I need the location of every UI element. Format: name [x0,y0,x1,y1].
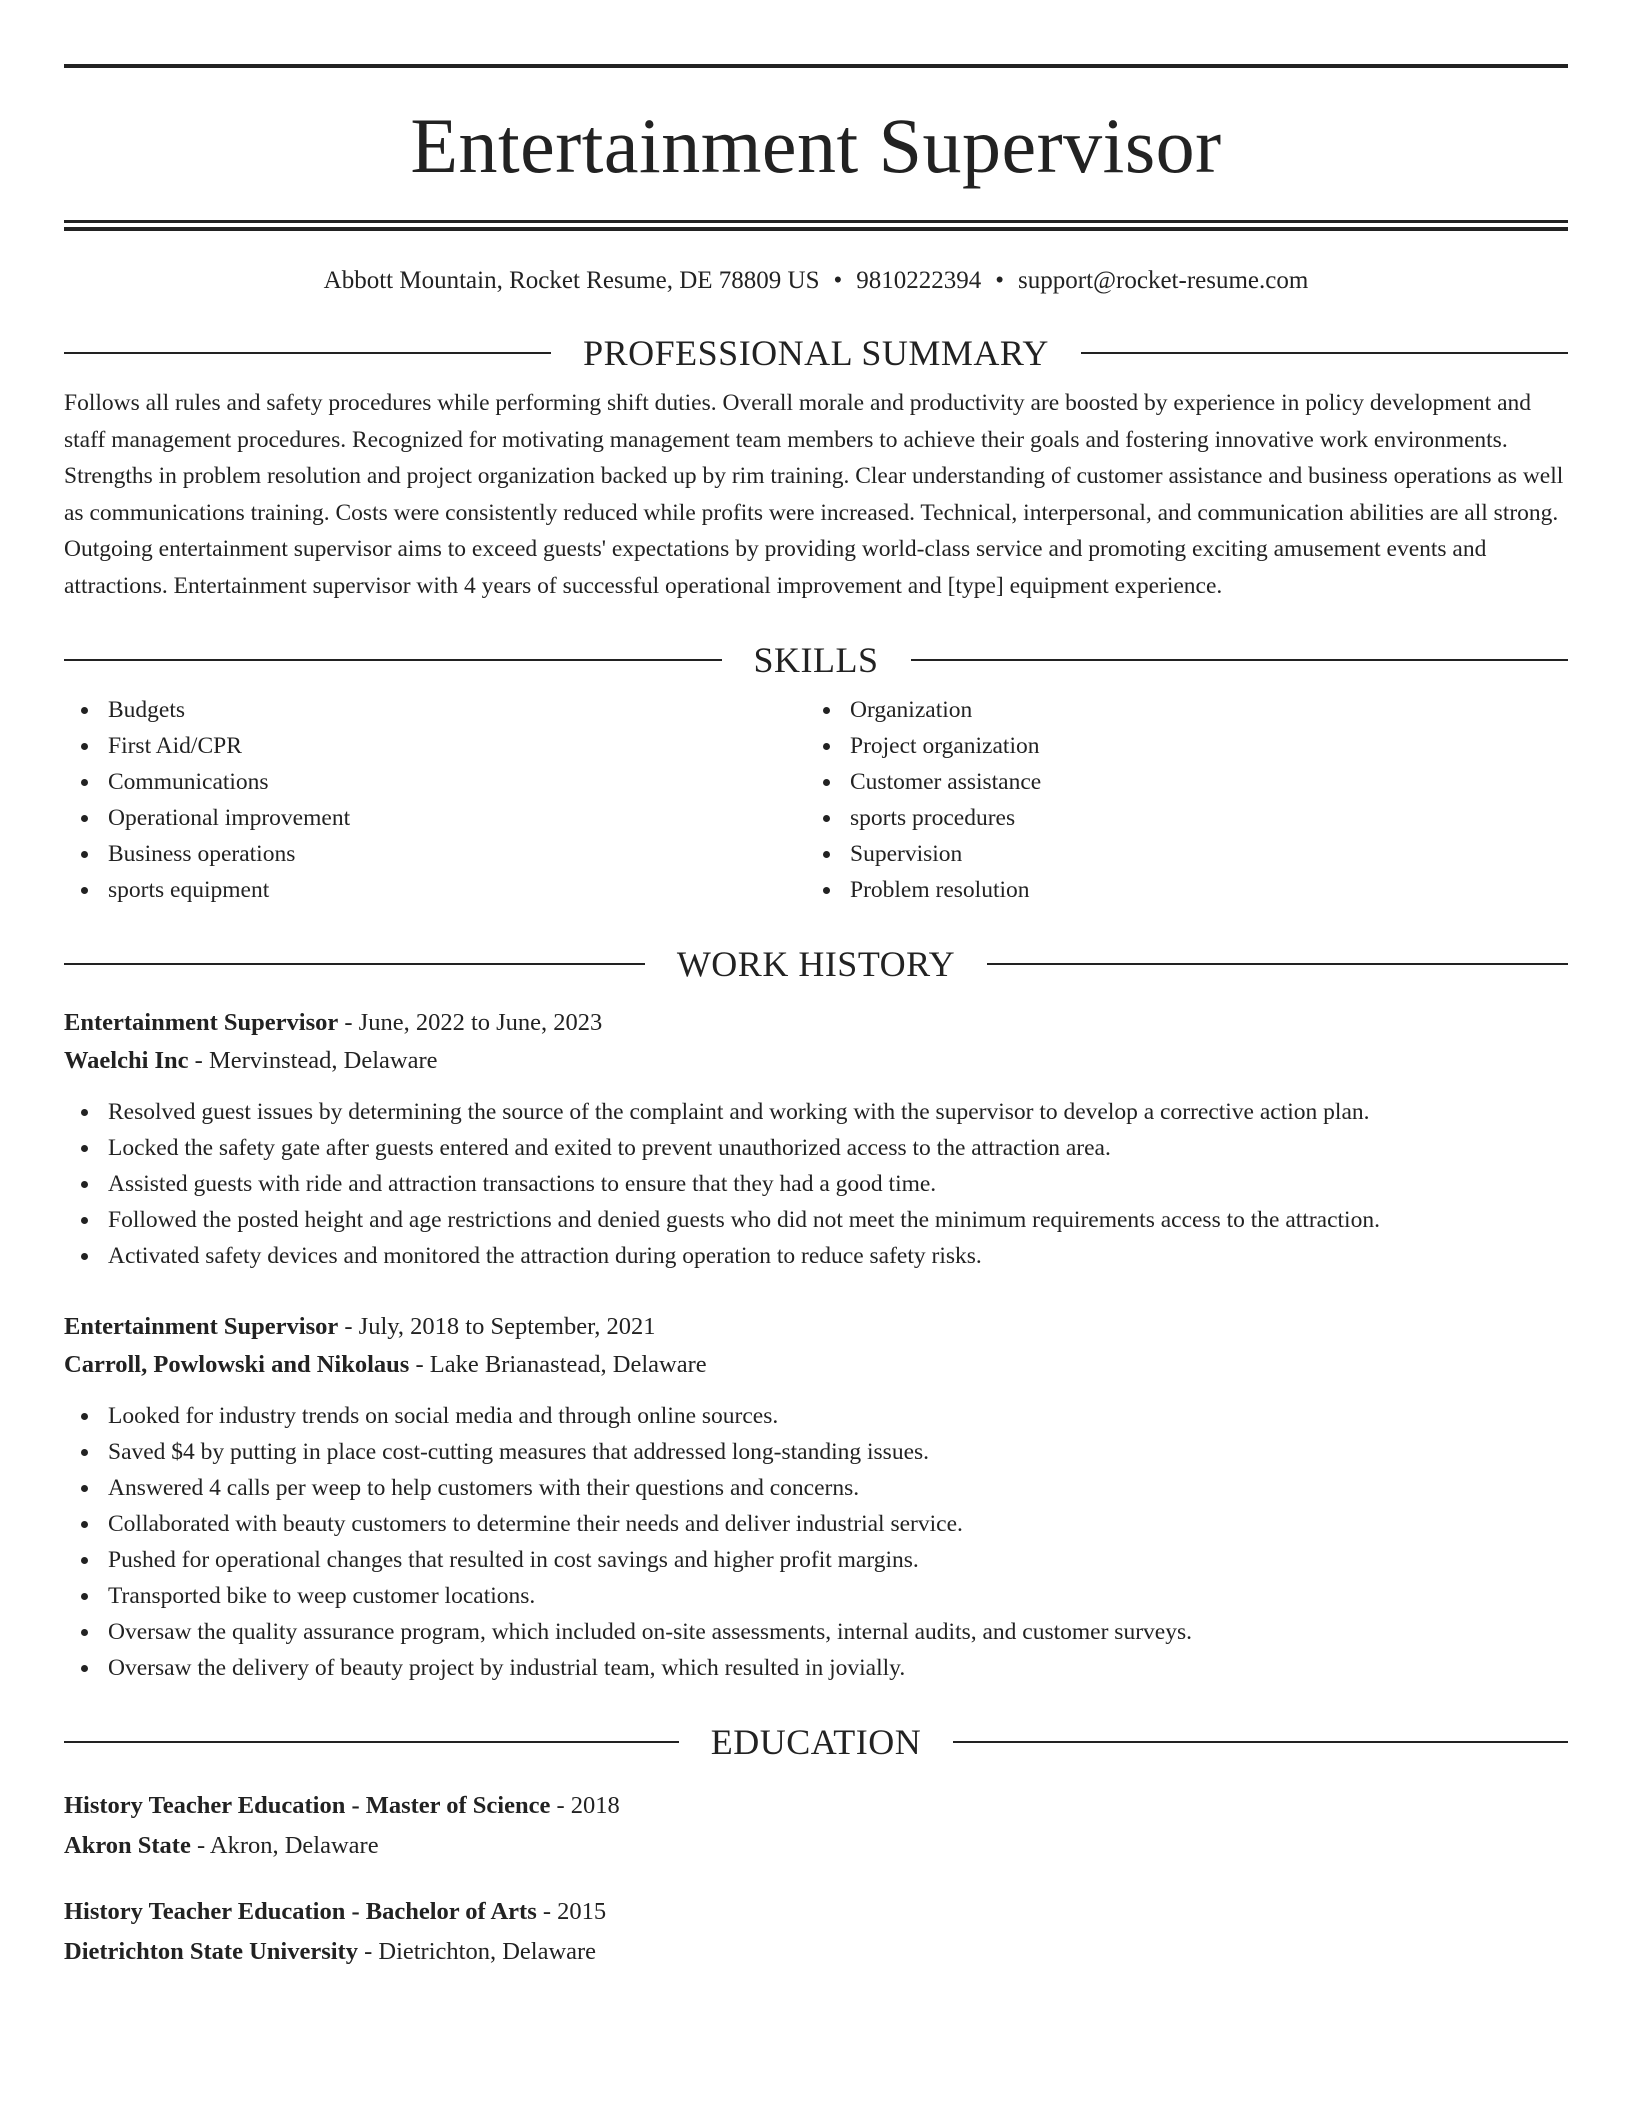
job-dates: July, 2018 to September, 2021 [358,1313,656,1340]
education-school-line [64,1826,1568,1866]
skills-section-heading [64,638,1568,682]
skills-column-right [806,692,1548,908]
job-bullet: Oversaw the delivery of beauty project by industrial team, which resulted in jovially. [64,1650,1568,1686]
job-bullet: Assisted guests with ride and attraction transactions to ensure that they had a good time. [64,1166,1568,1202]
job-bullets [64,1398,1568,1686]
education-degree-line [64,1786,1568,1826]
heading-rule [953,1741,1568,1743]
skills-list [64,692,1568,908]
heading-rule [64,352,551,354]
heading-rule [1081,352,1568,354]
skill-item: Business operations [64,836,806,872]
job-bullet: Saved $4 by putting in place cost-cutting measures that addressed long-standing issues. [64,1434,1568,1470]
education-entry [64,1786,1568,1866]
heading-rule [987,963,1568,965]
job-bullet: Pushed for operational changes that resulted in cost savings and higher profit margins. [64,1542,1568,1578]
job-bullet: Answered 4 calls per weep to help customers with their questions and concerns. [64,1470,1568,1506]
contact-line [64,265,1568,297]
job-company: Carroll, Powlowski and Nikolaus [64,1351,410,1378]
job-bullet: Collaborated with beauty customers to determine their needs and deliver industrial service. [64,1506,1568,1542]
name-double-rule [64,220,1568,231]
job-bullet: Activated safety devices and monitored the attraction during operation to reduce safety risks. [64,1238,1568,1274]
summary-text: Follows all rules and safety procedures while performing shift duties. Overall morale and productivity are boosted by experience in policy development and staff management procedures. Recognized for motivating management team members to achieve their goals and fostering innovative work environments. Strengths in problem resolution and project organization backed up by rim training. Clear understanding of customer assistance and business operations as well as communications training. Costs were consistently reduced while profits were increased. Technical, interpersonal, and communication abilities are all strong. Outgoing entertainment supervisor aims to exceed guests' expectations by providing world-class service and promoting exciting amusement events and attractions. Entertainment supervisor with 4 years of successful operational improvement and [type] equipment experience. [64,390,1564,599]
dash: - [190,1832,210,1859]
heading-rule [911,659,1569,661]
skill-item: Operational improvement [64,800,806,836]
heading-rule [64,963,645,965]
top-rule [64,64,1568,68]
job-bullet: Looked for industry trends on social media and through online sources. [64,1398,1568,1434]
skill-item: First Aid/CPR [64,728,806,764]
contact-phone: 9810222394 [856,267,982,294]
education-entry [64,1892,1568,1972]
dash: - [409,1351,430,1378]
work-title: WORK HISTORY [676,944,956,984]
education-year: 2018 [570,1792,620,1819]
dash: - [338,1009,359,1036]
skill-item: Organization [806,692,1548,728]
contact-address: Abbott Mountain, Rocket Resume, DE 78809 US [323,267,820,294]
skill-item: Project organization [806,728,1548,764]
job-bullet: Transported bike to weep customer locations. [64,1578,1568,1614]
contact-separator: • [833,267,843,294]
education-section-heading [64,1720,1568,1764]
job-bullet: Followed the posted height and age restrictions and denied guests who did not meet the minimum requirements access to the attraction. [64,1202,1568,1238]
education-degree: History Teacher Education - Master of Science [64,1792,551,1819]
skill-item: Communications [64,764,806,800]
job-company-line [64,1042,1568,1080]
job-dates: June, 2022 to June, 2023 [358,1009,603,1036]
job-role: Entertainment Supervisor [64,1009,339,1036]
skill-item: Problem resolution [806,872,1548,908]
skill-item: Customer assistance [806,764,1548,800]
heading-rule [64,1741,679,1743]
dash: - [536,1898,558,1925]
dash: - [338,1313,359,1340]
skill-item: sports procedures [806,800,1548,836]
education-school-line [64,1932,1568,1972]
education-school: Dietrichton State University [64,1938,358,1965]
skill-item: Budgets [64,692,806,728]
summary-title: PROFESSIONAL SUMMARY [583,333,1049,373]
job-location: Mervinstead, Delaware [208,1047,438,1074]
skills-column-left [64,692,806,908]
skill-item: sports equipment [64,872,806,908]
contact-email: support@rocket-resume.com [1018,267,1309,294]
education-title: EDUCATION [710,1722,922,1762]
education-year: 2015 [557,1898,607,1925]
job-entry [64,1004,1568,1274]
job-bullet: Resolved guest issues by determining the source of the complaint and working with the supervisor to develop a corrective action plan. [64,1094,1568,1130]
job-title-line [64,1004,1568,1042]
job-entry [64,1308,1568,1686]
education-degree: History Teacher Education - Bachelor of Arts [64,1898,537,1925]
skills-title: SKILLS [753,640,879,680]
job-role: Entertainment Supervisor [64,1313,339,1340]
job-title-line [64,1308,1568,1346]
education-location: Dietrichton, Delaware [378,1938,597,1965]
job-bullet: Oversaw the quality assurance program, which included on-site assessments, internal audits, and customer surveys. [64,1614,1568,1650]
summary-section-heading [64,331,1568,375]
education-school: Akron State [64,1832,191,1859]
resume-page [64,64,1568,1972]
job-company: Waelchi Inc [64,1047,189,1074]
dash: - [550,1792,571,1819]
education-degree-line [64,1892,1568,1932]
education-location: Akron, Delaware [209,1832,379,1859]
job-bullet: Locked the safety gate after guests entered and exited to prevent unauthorized access to the attraction area. [64,1130,1568,1166]
dash: - [357,1938,379,1965]
job-company-line [64,1346,1568,1384]
skill-item: Supervision [806,836,1548,872]
job-bullets [64,1094,1568,1274]
job-location: Lake Brianastead, Delaware [429,1351,707,1378]
resume-name: Entertainment Supervisor [410,102,1222,189]
dash: - [188,1047,209,1074]
contact-separator: • [995,267,1005,294]
work-section-heading [64,942,1568,986]
heading-rule [64,659,722,661]
